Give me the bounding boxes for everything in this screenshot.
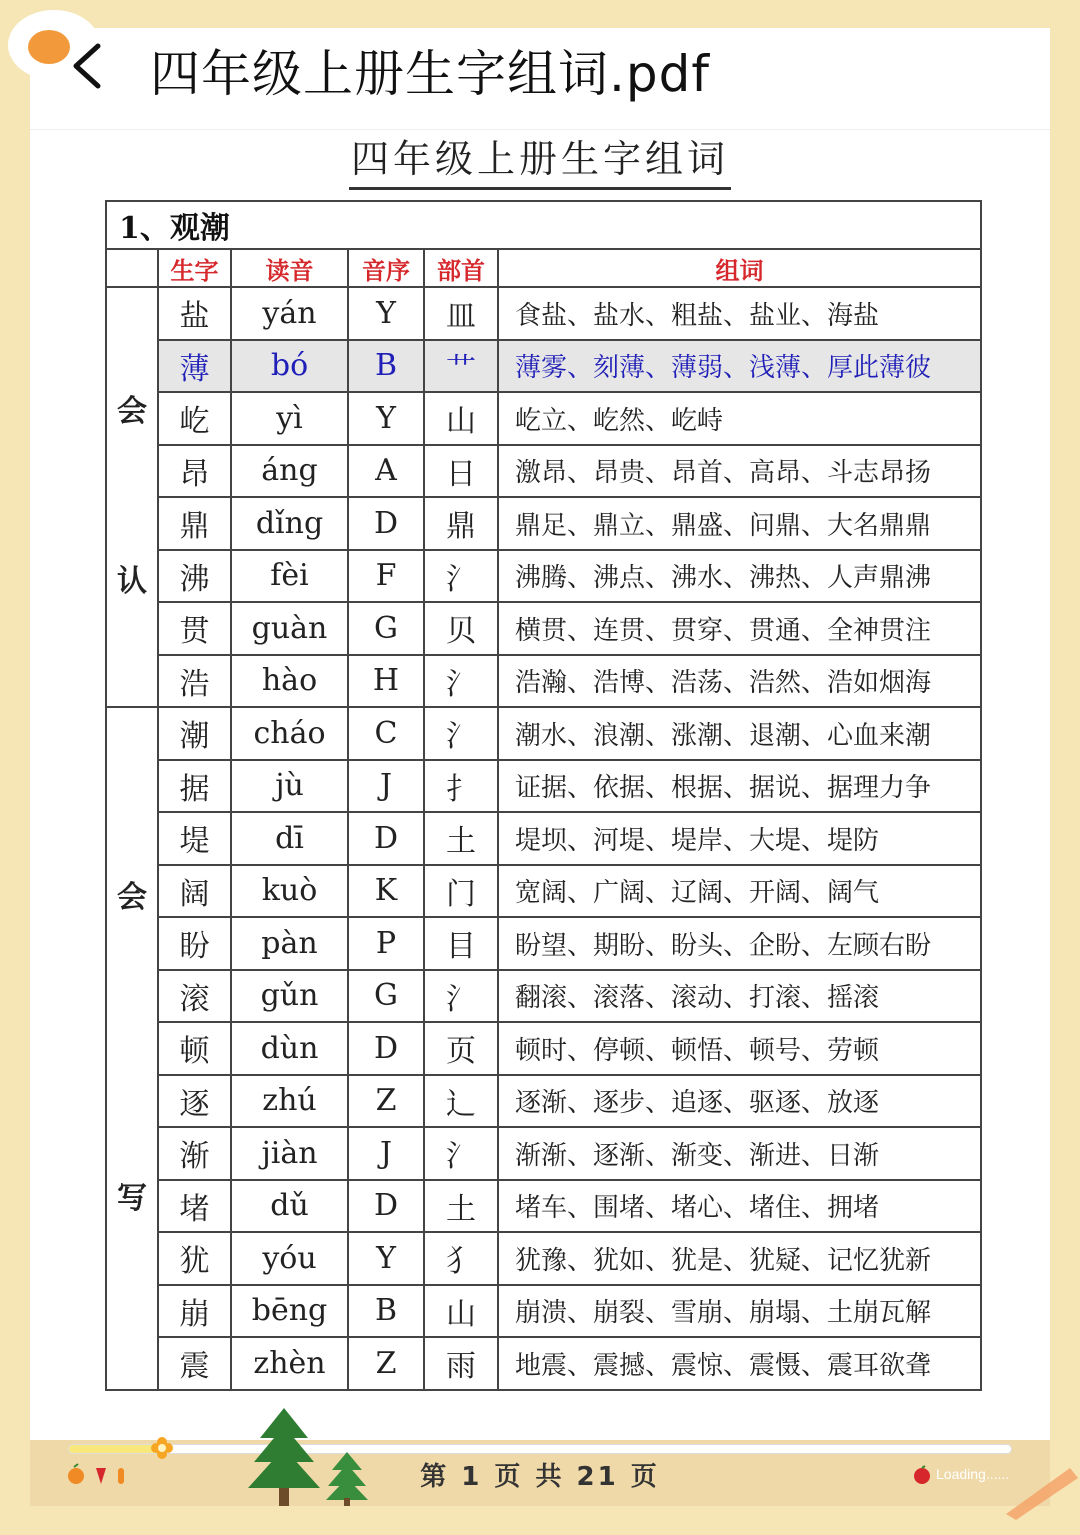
pinyin-cell: zhú [231,1075,348,1128]
pinyin-cell: jiàn [231,1127,348,1180]
char-cell: 崩 [158,1285,231,1338]
char-cell: 贯 [158,602,231,655]
pinyin-cell: guàn [231,602,348,655]
header-initial: 音序 [348,249,424,287]
char-cell: 浩 [158,655,231,708]
group-label-char: 会 [117,879,147,915]
char-cell: 鼎 [158,497,231,550]
radical-cell: 氵 [424,707,498,760]
initial-cell: B [348,1285,424,1338]
table-row [106,1337,981,1390]
pinyin-cell: dī [231,812,348,865]
radical-cell: 辶 [424,1075,498,1128]
pinyin-cell: jù [231,760,348,813]
header-pinyin: 读音 [231,249,348,287]
header-spacer [106,249,158,287]
recognize-group-label [106,287,158,707]
apple-icon [912,1465,932,1485]
table-row [106,287,981,340]
words-cell: 屹立、屹然、屹峙 [498,392,981,445]
radical-cell: 氵 [424,1127,498,1180]
table-row [106,1232,981,1285]
table-row [106,707,981,760]
group-label-char: 会 [117,394,147,429]
radical-cell: 氵 [424,970,498,1023]
words-cell: 逐渐、逐步、追逐、驱逐、放逐 [498,1075,981,1128]
words-cell: 犹豫、犹如、犹是、犹疑、记忆犹新 [498,1232,981,1285]
char-cell: 滚 [158,970,231,1023]
radical-cell: 氵 [424,655,498,708]
radical-cell: 艹 [424,340,498,393]
words-cell: 激昂、昂贵、昂首、高昂、斗志昂扬 [498,445,981,498]
lesson-title: 1、观潮 [106,201,981,249]
table-row [106,497,981,550]
table-row [106,1285,981,1338]
page-heading: 四年级上册生字组词 [349,128,731,190]
words-cell: 沸腾、沸点、沸水、沸热、人声鼎沸 [498,550,981,603]
words-cell: 证据、依据、根据、据说、据理力争 [498,760,981,813]
char-cell: 逐 [158,1075,231,1128]
char-cell: 堵 [158,1180,231,1233]
initial-cell: B [348,340,424,393]
char-cell: 顿 [158,1022,231,1075]
radical-cell: 扌 [424,760,498,813]
char-cell: 薄 [158,340,231,393]
char-cell: 潮 [158,707,231,760]
radical-cell: 门 [424,865,498,918]
char-cell: 震 [158,1337,231,1390]
table-row [106,1075,981,1128]
words-cell: 翻滚、滚落、滚动、打滚、摇滚 [498,970,981,1023]
words-cell: 堵车、围堵、堵心、堵住、拥堵 [498,1180,981,1233]
char-cell: 盼 [158,917,231,970]
radical-cell: 日 [424,445,498,498]
words-cell: 地震、震撼、震惊、震慑、震耳欲聋 [498,1337,981,1390]
words-cell: 崩溃、崩裂、雪崩、崩塌、土崩瓦解 [498,1285,981,1338]
table-row [106,550,981,603]
pinyin-cell: fèi [231,550,348,603]
pinyin-cell: bó [231,340,348,393]
char-cell: 昂 [158,445,231,498]
table-row [106,812,981,865]
group-label-char: 写 [117,1180,147,1216]
radical-cell: 目 [424,917,498,970]
initial-cell: Z [348,1075,424,1128]
radical-cell: 山 [424,392,498,445]
words-cell: 宽阔、广阔、辽阔、开阔、阔气 [498,865,981,918]
pinyin-cell: bēng [231,1285,348,1338]
group-label-char: 认 [117,564,147,599]
table-row [106,1180,981,1233]
radical-cell: 土 [424,812,498,865]
orange-dot-icon [28,30,70,64]
pinyin-cell: dǔ [231,1180,348,1233]
table-row [106,865,981,918]
words-cell: 堤坝、河堤、堤岸、大堤、堤防 [498,812,981,865]
words-cell: 鼎足、鼎立、鼎盛、问鼎、大名鼎鼎 [498,497,981,550]
table-row [106,340,981,393]
table-row [106,1022,981,1075]
initial-cell: P [348,917,424,970]
initial-cell: A [348,445,424,498]
radical-cell: 犭 [424,1232,498,1285]
loading-status: Loading...... [936,1466,1010,1482]
table-row [106,970,981,1023]
initial-cell: D [348,497,424,550]
radical-cell: 雨 [424,1337,498,1390]
words-cell: 食盐、盐水、粗盐、盐业、海盐 [498,287,981,340]
char-cell: 沸 [158,550,231,603]
words-cell: 浩瀚、浩博、浩荡、浩然、浩如烟海 [498,655,981,708]
words-cell: 顿时、停顿、顿悟、顿号、劳顿 [498,1022,981,1075]
initial-cell: H [348,655,424,708]
page-indicator: 第 1 页 共 21 页 [420,1462,660,1492]
initial-cell: C [348,707,424,760]
table-row [106,602,981,655]
initial-cell: G [348,970,424,1023]
radical-cell: 鼎 [424,497,498,550]
vocabulary-table [105,200,982,1391]
back-arrow-icon[interactable] [68,40,108,90]
initial-cell: Y [348,392,424,445]
char-cell: 堤 [158,812,231,865]
char-cell: 据 [158,760,231,813]
initial-cell: J [348,760,424,813]
table-row [106,1127,981,1180]
initial-cell: Z [348,1337,424,1390]
pinyin-cell: dùn [231,1022,348,1075]
table-row [106,917,981,970]
pinyin-cell: zhèn [231,1337,348,1390]
pinyin-cell: hào [231,655,348,708]
initial-cell: D [348,1180,424,1233]
char-cell: 犹 [158,1232,231,1285]
initial-cell: D [348,1022,424,1075]
header-radical: 部首 [424,249,498,287]
table-row [106,445,981,498]
radical-cell: 土 [424,1180,498,1233]
pinyin-cell: dǐng [231,497,348,550]
words-cell: 盼望、期盼、盼头、企盼、左顾右盼 [498,917,981,970]
write-group-label [106,707,158,1390]
initial-cell: Y [348,1232,424,1285]
pinyin-cell: yóu [231,1232,348,1285]
pinyin-cell: pàn [231,917,348,970]
char-cell: 盐 [158,287,231,340]
brush-stroke-decoration [1000,1460,1080,1520]
page-progress-bar[interactable] [68,1444,1012,1454]
pinyin-cell: cháo [231,707,348,760]
words-cell: 薄雾、刻薄、薄弱、浅薄、厚此薄彼 [498,340,981,393]
header-char: 生字 [158,249,231,287]
words-cell: 渐渐、逐渐、渐变、渐进、日渐 [498,1127,981,1180]
words-cell: 横贯、连贯、贯穿、贯通、全神贯注 [498,602,981,655]
radical-cell: 贝 [424,602,498,655]
pinyin-cell: gǔn [231,970,348,1023]
table-row [106,392,981,445]
table-row [106,655,981,708]
initial-cell: K [348,865,424,918]
radical-cell: 山 [424,1285,498,1338]
char-cell: 阔 [158,865,231,918]
header-words: 组词 [498,249,981,287]
pinyin-cell: yán [231,287,348,340]
initial-cell: Y [348,287,424,340]
pinyin-cell: áng [231,445,348,498]
pinyin-cell: yì [231,392,348,445]
char-cell: 屹 [158,392,231,445]
initial-cell: J [348,1127,424,1180]
document-title: 四年级上册生字组词.pdf [150,45,710,103]
table-row [106,760,981,813]
radical-cell: 氵 [424,550,498,603]
radical-cell: 皿 [424,287,498,340]
initial-cell: G [348,602,424,655]
words-cell: 潮水、浪潮、涨潮、退潮、心血来潮 [498,707,981,760]
initial-cell: D [348,812,424,865]
pinyin-cell: kuò [231,865,348,918]
char-cell: 渐 [158,1127,231,1180]
initial-cell: F [348,550,424,603]
radical-cell: 页 [424,1022,498,1075]
progress-fill [69,1445,163,1453]
